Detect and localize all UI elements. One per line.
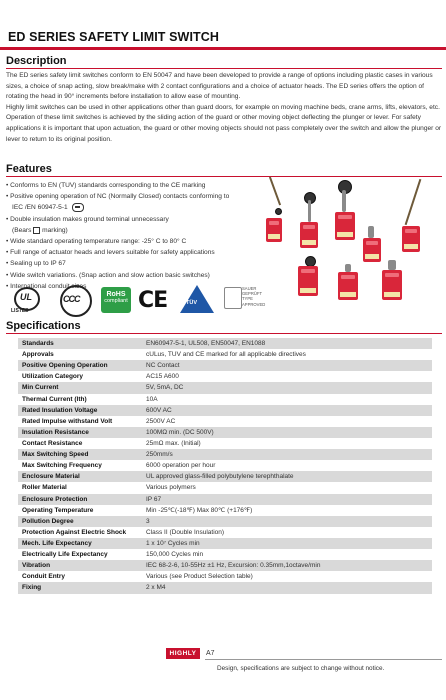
double-insulation-icon	[33, 227, 40, 234]
spec-label: Min Current	[18, 382, 142, 393]
switch-photo	[266, 218, 282, 242]
spec-row	[18, 394, 432, 405]
spec-row	[18, 494, 432, 505]
spec-row	[18, 582, 432, 593]
spec-row	[18, 338, 432, 349]
spec-label: Fixing	[18, 582, 142, 593]
page-title: ED SERIES SAFETY LIMIT SWITCH	[8, 30, 220, 44]
spec-label: Protection Against Electric Shock	[18, 527, 142, 538]
spec-value: 250mm/s	[142, 449, 432, 460]
spec-label: Max Switching Speed	[18, 449, 142, 460]
spec-value: 2500V AC	[142, 416, 432, 427]
spec-value: 25mΩ max. (Initial)	[142, 438, 432, 449]
spec-value: 5V, 5mA, DC	[142, 382, 432, 393]
specifications-divider	[6, 333, 442, 334]
title-bar	[0, 0, 446, 50]
feature-item: • Wide switch variations. (Snap action and slow action basic switches)	[6, 271, 210, 279]
feature-item: • Sealing up to IP 67	[6, 260, 66, 268]
title-divider	[0, 47, 446, 50]
switch-photo	[298, 266, 318, 296]
spec-label: Roller Material	[18, 482, 142, 493]
spec-label: Conduit Entry	[18, 571, 142, 582]
spec-label: Insulation Resistance	[18, 427, 142, 438]
spec-value: 150,000 Cycles min	[142, 549, 432, 560]
spec-label: Thermal Current (Ith)	[18, 394, 142, 405]
spec-row	[18, 427, 432, 438]
switch-photo	[363, 238, 381, 262]
spec-row	[18, 382, 432, 393]
spec-label: Standards	[18, 338, 142, 349]
positive-opening-icon	[72, 203, 84, 212]
spec-label: Utilization Category	[18, 371, 142, 382]
spec-row	[18, 516, 432, 527]
specifications-heading: Specifications	[6, 320, 81, 332]
product-images	[262, 170, 446, 310]
description-heading: Description	[6, 55, 67, 67]
spec-value: IP 67	[142, 494, 432, 505]
spec-label: Vibration	[18, 560, 142, 571]
spec-label: Max Switching Frequency	[18, 460, 142, 471]
spec-value: 600V AC	[142, 405, 432, 416]
spec-value: EN60947-5-1, UL508, EN50047, EN1088	[142, 338, 432, 349]
spec-row	[18, 405, 432, 416]
spec-label: Operating Temperature	[18, 505, 142, 516]
spec-label: Approvals	[18, 349, 142, 360]
feature-item: • Double insulation makes ground terminal unnecessary	[6, 215, 169, 223]
rohs-compliant-label: compliant	[104, 298, 128, 304]
sauer-line: APPROVED	[242, 301, 266, 307]
spec-label: Enclosure Material	[18, 471, 142, 482]
sauer-line: TYPE	[242, 296, 253, 302]
spec-value: UL approved glass-filled polybutylene terephthalate	[142, 471, 432, 482]
sauer-line: SAUER	[242, 286, 257, 291]
spec-row	[18, 360, 432, 371]
spec-row	[18, 571, 432, 582]
description-text	[6, 71, 442, 145]
features-heading: Features	[6, 163, 52, 175]
rohs-label: RoHS	[106, 291, 126, 298]
tuv-icon	[176, 285, 218, 315]
spec-row	[18, 560, 432, 571]
spec-value: 100MΩ min. (DC 500V)	[142, 427, 432, 438]
spec-value: NC Contact	[142, 360, 432, 371]
feature-item: • Full range of actuator heads and levers suitable for safety applications	[6, 249, 215, 257]
sauer-icon	[224, 285, 276, 315]
brand-logo: HIGHLY	[166, 648, 200, 659]
lever-arm	[342, 190, 346, 212]
certification-logos	[6, 285, 276, 315]
feature-item-text: IEC /EN 60947-5-1	[12, 204, 68, 212]
spec-label: Contact Resistance	[18, 438, 142, 449]
switch-photo	[402, 226, 420, 252]
spec-row	[18, 349, 432, 360]
footer-note: Design, specifications are subject to change without notice.	[217, 665, 385, 672]
spec-value: cULus, TUV and CE marked for all applicable directives	[142, 349, 432, 360]
sauer-line: GEPRÜFT	[242, 291, 263, 297]
ul-listed-icon	[10, 287, 42, 317]
spec-row	[18, 438, 432, 449]
spec-value: 3	[142, 516, 432, 527]
feature-item: • International conduit sizes	[6, 282, 87, 290]
spec-label: Enclosure Protection	[18, 494, 142, 505]
ccc-icon	[60, 285, 92, 315]
spec-row	[18, 416, 432, 427]
footer-divider	[205, 659, 442, 660]
ce-icon: CE	[138, 288, 168, 313]
feature-item-text: (Bears	[12, 226, 32, 234]
spec-label: Rated Impulse withstand Volt	[18, 416, 142, 427]
spec-label: Rated Insulation Voltage	[18, 405, 142, 416]
ul-listed-label: LISTED	[11, 308, 29, 314]
ul-mark: UL	[20, 292, 32, 302]
feature-item: • Wide standard operating temperature range: -25° C to 80° C	[6, 238, 187, 246]
features-list	[6, 180, 276, 292]
spec-value: Various (see Product Selection table)	[142, 571, 432, 582]
spec-row	[18, 371, 432, 382]
feature-item: • Conforms to EN (TUV) standards corresponding to the CE marking	[6, 182, 206, 189]
feature-item	[6, 202, 276, 213]
spec-value: Min -25℃(-18℉) Max 80℃ (+176℉)	[142, 505, 432, 516]
plunger-actuator	[368, 226, 374, 238]
spec-value: 1 x 10⁷ Cycles min	[142, 538, 432, 549]
spec-value: Class II (Double Insulation)	[142, 527, 432, 538]
spec-row	[18, 538, 432, 549]
switch-photo	[338, 272, 358, 300]
switch-photo	[335, 212, 355, 240]
spec-value: Various polymers	[142, 482, 432, 493]
spec-row	[18, 471, 432, 482]
specifications-table	[18, 338, 432, 594]
spec-row	[18, 482, 432, 493]
description-paragraph: The ED series safety limit switches conform to EN 50047 and have been developed to provide a range of options including plastic cases in various sizes, a choice of snap acting, slow break/make with 2 contact configurations and a choice of actuator heads. The ED series offers the option of rotating the head in 90° increments before installation to allow ease of mounting.	[6, 72, 433, 101]
spec-row	[18, 460, 432, 471]
spec-label: Positive Opening Operation	[18, 360, 142, 371]
spec-value: 10A	[142, 394, 432, 405]
roller-icon	[275, 208, 282, 215]
spec-value: 6000 operation per hour	[142, 460, 432, 471]
spec-value: AC15 A600	[142, 371, 432, 382]
description-paragraph: Operation of these limit switches is achieved by the sliding action of the guard or other moving object deflecting the plunger or lever. For safety applications it is important that upon actuation, the guard or other moving objects should not pass completely over the switch and allow the plunger or lever to return to its original position.	[6, 114, 442, 143]
spec-value: IEC 68-2-6, 10-55Hz ±1 Hz, Excursion: 0.35mm,1octave/min	[142, 560, 432, 571]
rod-lever	[405, 179, 422, 225]
tuv-mark: TÜV	[186, 300, 197, 306]
description-paragraph: Highly limit switches can be used in other applications other than guard doors, for example on moving machine beds, crane arms, lifts, elevators, etc.	[6, 103, 440, 111]
ccc-mark: CCC	[63, 294, 80, 304]
spec-row	[18, 527, 432, 538]
spec-label: Electrically Life Expectancy	[18, 549, 142, 560]
rod-lever	[269, 177, 281, 206]
switch-photo	[300, 222, 318, 248]
lever-arm	[308, 200, 311, 222]
spec-label: Pollution Degree	[18, 516, 142, 527]
spec-label: Mech. Life Expectancy	[18, 538, 142, 549]
plunger-actuator	[345, 264, 351, 272]
spec-row	[18, 549, 432, 560]
feature-item-text: marking)	[42, 226, 68, 234]
description-divider	[6, 68, 442, 69]
feature-item	[6, 225, 276, 236]
spec-value: 2 x M4	[142, 582, 432, 593]
feature-item: • Positive opening operation of NC (Normally Closed) contacts conforming to	[6, 193, 230, 201]
rohs-icon	[101, 287, 131, 313]
page-number: A7	[206, 650, 215, 657]
plunger-actuator	[388, 260, 396, 270]
switch-photo	[382, 270, 402, 300]
spec-row	[18, 449, 432, 460]
spec-row	[18, 505, 432, 516]
